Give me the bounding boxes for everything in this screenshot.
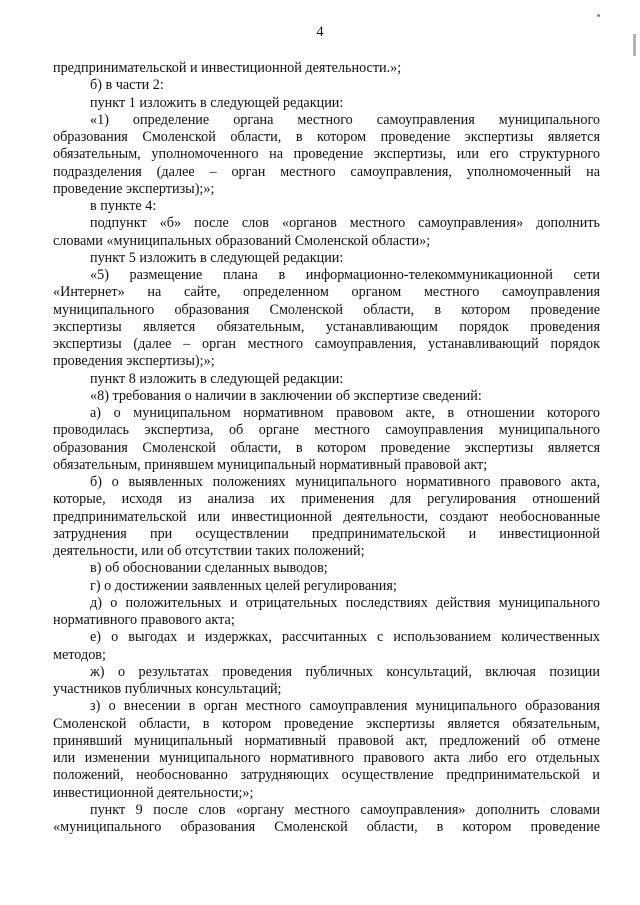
page-number: 4 [316,24,324,40]
text-line: экспертизы (далее – орган местного самоуправления, устанавливающий порядок [53,336,600,352]
text-line: положений, необоснованно затрудняющих осуществление предпринимательской и [53,767,600,784]
text-line: а) о муниципальном нормативном правовом акте, в отношении которого [90,405,600,421]
text-line: методов; [53,646,106,663]
document-body [53,60,600,836]
text-line: предпринимательской или инвестиционной деятельности, создают необоснованные [53,508,600,525]
text-line: «5) размещение плана в информационно-телекоммуникационной сети [90,267,600,283]
text-line: подразделения (далее – орган местного самоуправления, уполномоченный на [53,163,600,180]
text-line: е) о выгодах и издержках, рассчитанных с использованием количественных [90,629,600,646]
text-line: принявший муниципальный нормативный правовой акт, предложений об отмене [53,732,600,749]
text-line: «Интернет» на сайте, определенном органом местного самоуправления [53,284,600,301]
text-line: «1) определение органа местного самоуправления муниципального [90,111,600,128]
text-line: Смоленской области, в котором проведение экспертизы является обязательным, [53,715,600,732]
text-line: г) о достижении заявленных целей регулирования; [90,577,397,594]
text-line: обязательным, уполномоченного на проведение экспертизы, или его структурного [53,146,600,163]
text-line: «муниципального образования Смоленской области, в котором проведение [53,819,600,835]
text-line: д) о положительных и отрицательных последствиях действия муниципального [90,594,600,611]
text-line: б) в части 2: [90,77,164,94]
text-line: затруднения при осуществлении предпринимательской и инвестиционной [53,525,600,542]
text-line: в) об обосновании сделанных выводов; [90,560,328,577]
text-line: которые, исходя из анализа их применения для регулирования отношений [53,491,600,508]
text-line: муниципального образования Смоленской области, в котором проведение [53,301,600,318]
text-line: «8) требования о наличии в заключении об экспертизе сведений: [90,387,482,404]
scan-speck [597,14,600,17]
text-line: пункт 8 изложить в следующей редакции: [90,370,344,387]
text-line: образования Смоленской области, в котором проведение экспертизы является [53,129,600,145]
text-line: экспертизы является обязательным, устанавливающим порядок проведения [53,318,600,335]
text-line: ж) о результатах проведения публичных консультаций, включая позиции [90,663,600,680]
text-line: в пункте 4: [90,198,157,214]
text-line: или изменении муниципального нормативного правового акта либо его отдельных [53,750,600,766]
text-line: инвестиционной деятельности;»; [53,784,254,801]
text-line: проводилась экспертиза, об органе местного самоуправления муниципального [53,422,600,439]
text-line: образования Смоленской области, в котором проведение экспертизы является [53,439,600,456]
text-line: з) о внесении в орган местного самоуправления муниципального образования [90,698,600,715]
text-line: предпринимательской и инвестиционной деятельности.»; [53,60,402,76]
text-line: проведения экспертизы);»; [53,353,215,370]
text-line: проведение экспертизы);»; [53,180,215,197]
text-line: участников публичных консультаций; [53,681,282,697]
text-line: обязательным, принявшем муниципальный нормативный правовой акт; [53,456,488,473]
text-line: пункт 5 изложить в следующей редакции: [90,249,344,266]
text-line: подпункт «б» после слов «органов местного самоуправления» дополнить [90,215,600,232]
text-line: б) о выявленных положениях муниципального нормативного правового акта, [90,474,600,490]
text-line: пункт 1 изложить в следующей редакции: [90,94,344,111]
text-line: деятельности, или об отсутствии таких положений; [53,543,365,559]
text-line: словами «муниципальных образований Смоленской области»; [53,232,431,249]
text-line: пункт 9 после слов «органу местного самоуправления» дополнить словами [90,801,600,818]
text-line: нормативного правового акта; [53,612,235,628]
